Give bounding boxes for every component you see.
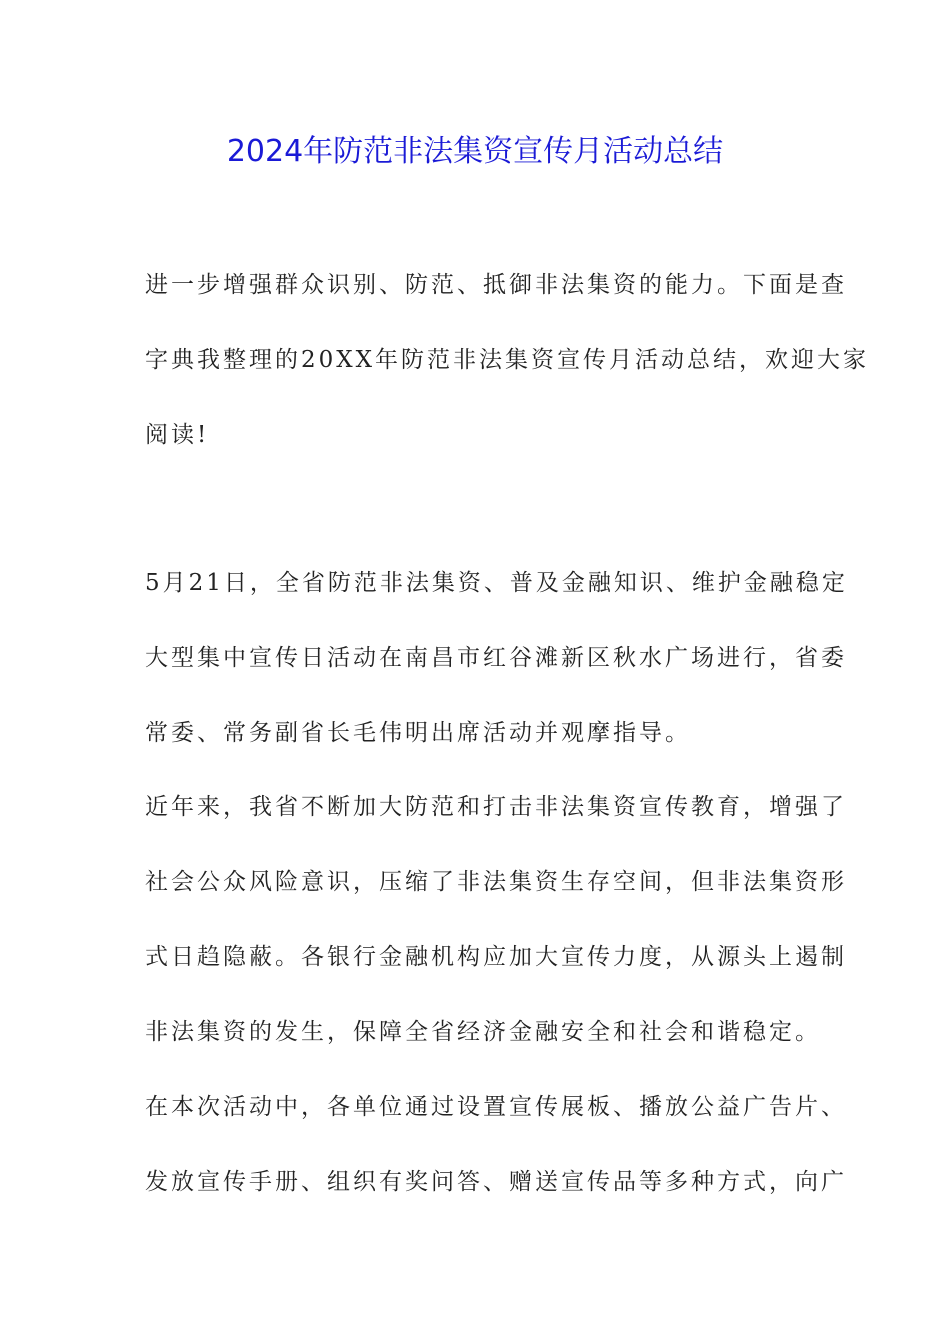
paragraph-line: 字典我整理的20XX年防范非法集资宣传月活动总结，欢迎大家 [145,347,870,373]
paragraph-line: 5月21日，全省防范非法集资、普及金融知识、维护金融稳定 [145,570,848,596]
paragraph-background [145,770,847,1070]
paragraph-line: 近年来，我省不断加大防范和打击非法集资宣传教育，增强了 [145,794,847,820]
paragraph-line: 阅读! [145,422,210,448]
paragraph-intro [145,248,870,473]
paragraph-activities [145,1070,847,1220]
paragraph-line: 大型集中宣传日活动在南昌市红谷滩新区秋水广场进行，省委 [145,645,847,671]
paragraph-line: 常委、常务副省长毛伟明出席活动并观摩指导。 [145,720,691,746]
paragraph-line: 在本次活动中，各单位通过设置宣传展板、播放公益广告片、 [145,1094,847,1120]
paragraph-line: 发放宣传手册、组织有奖问答、赠送宣传品等多种方式，向广 [145,1169,847,1195]
paragraph-line: 式日趋隐蔽。各银行金融机构应加大宣传力度，从源头上遏制 [145,944,847,970]
document-title: 2024年防范非法集资宣传月活动总结 [226,134,724,169]
paragraph-line: 非法集资的发生，保障全省经济金融安全和社会和谐稳定。 [145,1019,821,1045]
paragraph-event [145,546,848,771]
paragraph-line: 社会公众风险意识，压缩了非法集资生存空间，但非法集资形 [145,869,847,895]
paragraph-line: 进一步增强群众识别、防范、抵御非法集资的能力。下面是查 [145,272,847,298]
